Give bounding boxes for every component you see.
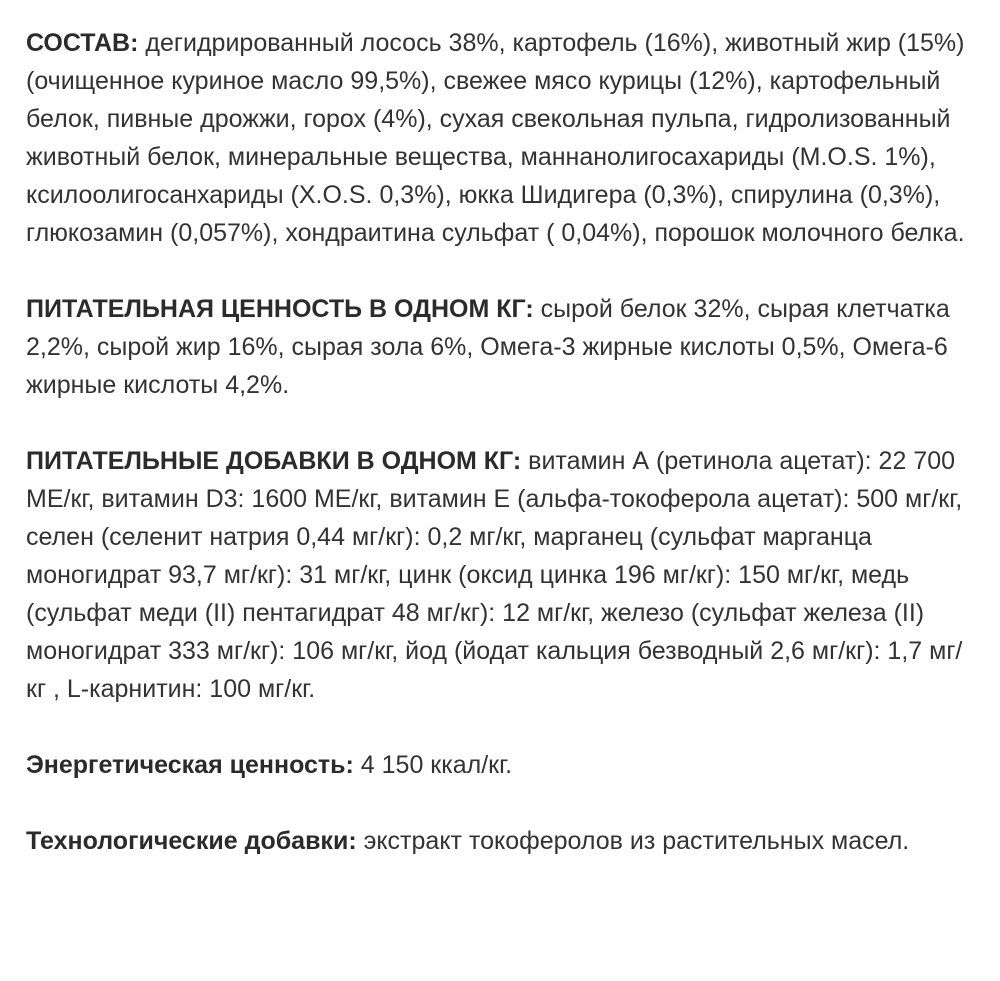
composition-label: СОСТАВ: xyxy=(26,29,139,57)
composition-text: дегидрированный лосось 38%, картофель (16%), животный жир (15%) (очищенное куриное масло 99,5%), свежее мясо курицы (12%), картофельный белок, пивные дрожжи, горох (4%), сухая свекольная пульпа, гидролизованный животный белок, минеральные вещества, маннанолигосахариды (M.O.S. 1%), ксилоолигосанхариды (X.O.S. 0,3%), юкка Шидигера (0,3%), спирулина (0,3%), глюкозамин (0,057%), хондраитина сульфат ( 0,04%), порошок молочного белка. xyxy=(26,29,965,247)
technological-additives-text: экстракт токоферолов из растительных масел. xyxy=(356,827,910,855)
product-composition-document xyxy=(26,24,976,860)
technological-additives-section xyxy=(26,822,976,860)
energy-value-section xyxy=(26,746,976,784)
nutritional-value-label: ПИТАТЕЛЬНАЯ ЦЕННОСТЬ В ОДНОМ КГ: xyxy=(26,295,534,323)
nutritional-additives-section xyxy=(26,442,976,708)
nutritional-value-section xyxy=(26,290,976,404)
nutritional-additives-text: витамин А (ретинола ацетат): 22 700 МЕ/кг, витамин D3: 1600 МЕ/кг, витамин Е (альфа-токоферола ацетат): 500 мг/кг, селен (селенит натрия 0,44 мг/кг): 0,2 мг/кг, марганец (сульфат марганца моногидрат 93,7 мг/кг): 31 мг/кг, цинк (оксид цинка 196 мг/кг): 150 мг/кг, медь (сульфат меди (II) пентагидрат 48 мг/кг): 12 мг/кг, железо (сульфат железа (II) моногидрат 333 мг/кг): 106 мг/кг, йод (йодат кальция безводный 2,6 мг/кг): 1,7 мг/кг , L-карнитин: 100 мг/кг. xyxy=(26,447,963,703)
technological-additives-label: Технологические добавки: xyxy=(26,827,357,855)
nutritional-additives-label: ПИТАТЕЛЬНЫЕ ДОБАВКИ В ОДНОМ КГ: xyxy=(26,447,522,475)
nutritional-value-text: сырой белок 32%, сырая клетчатка 2,2%, сырой жир 16%, сырая зола 6%, Омега-3 жирные кислоты 0,5%, Омега-6 жирные кислоты 4,2%. xyxy=(26,295,950,399)
composition-section xyxy=(26,24,976,252)
energy-value-label: Энергетическая ценность: xyxy=(26,751,354,779)
energy-value-text: 4 150 ккал/кг. xyxy=(353,751,513,779)
